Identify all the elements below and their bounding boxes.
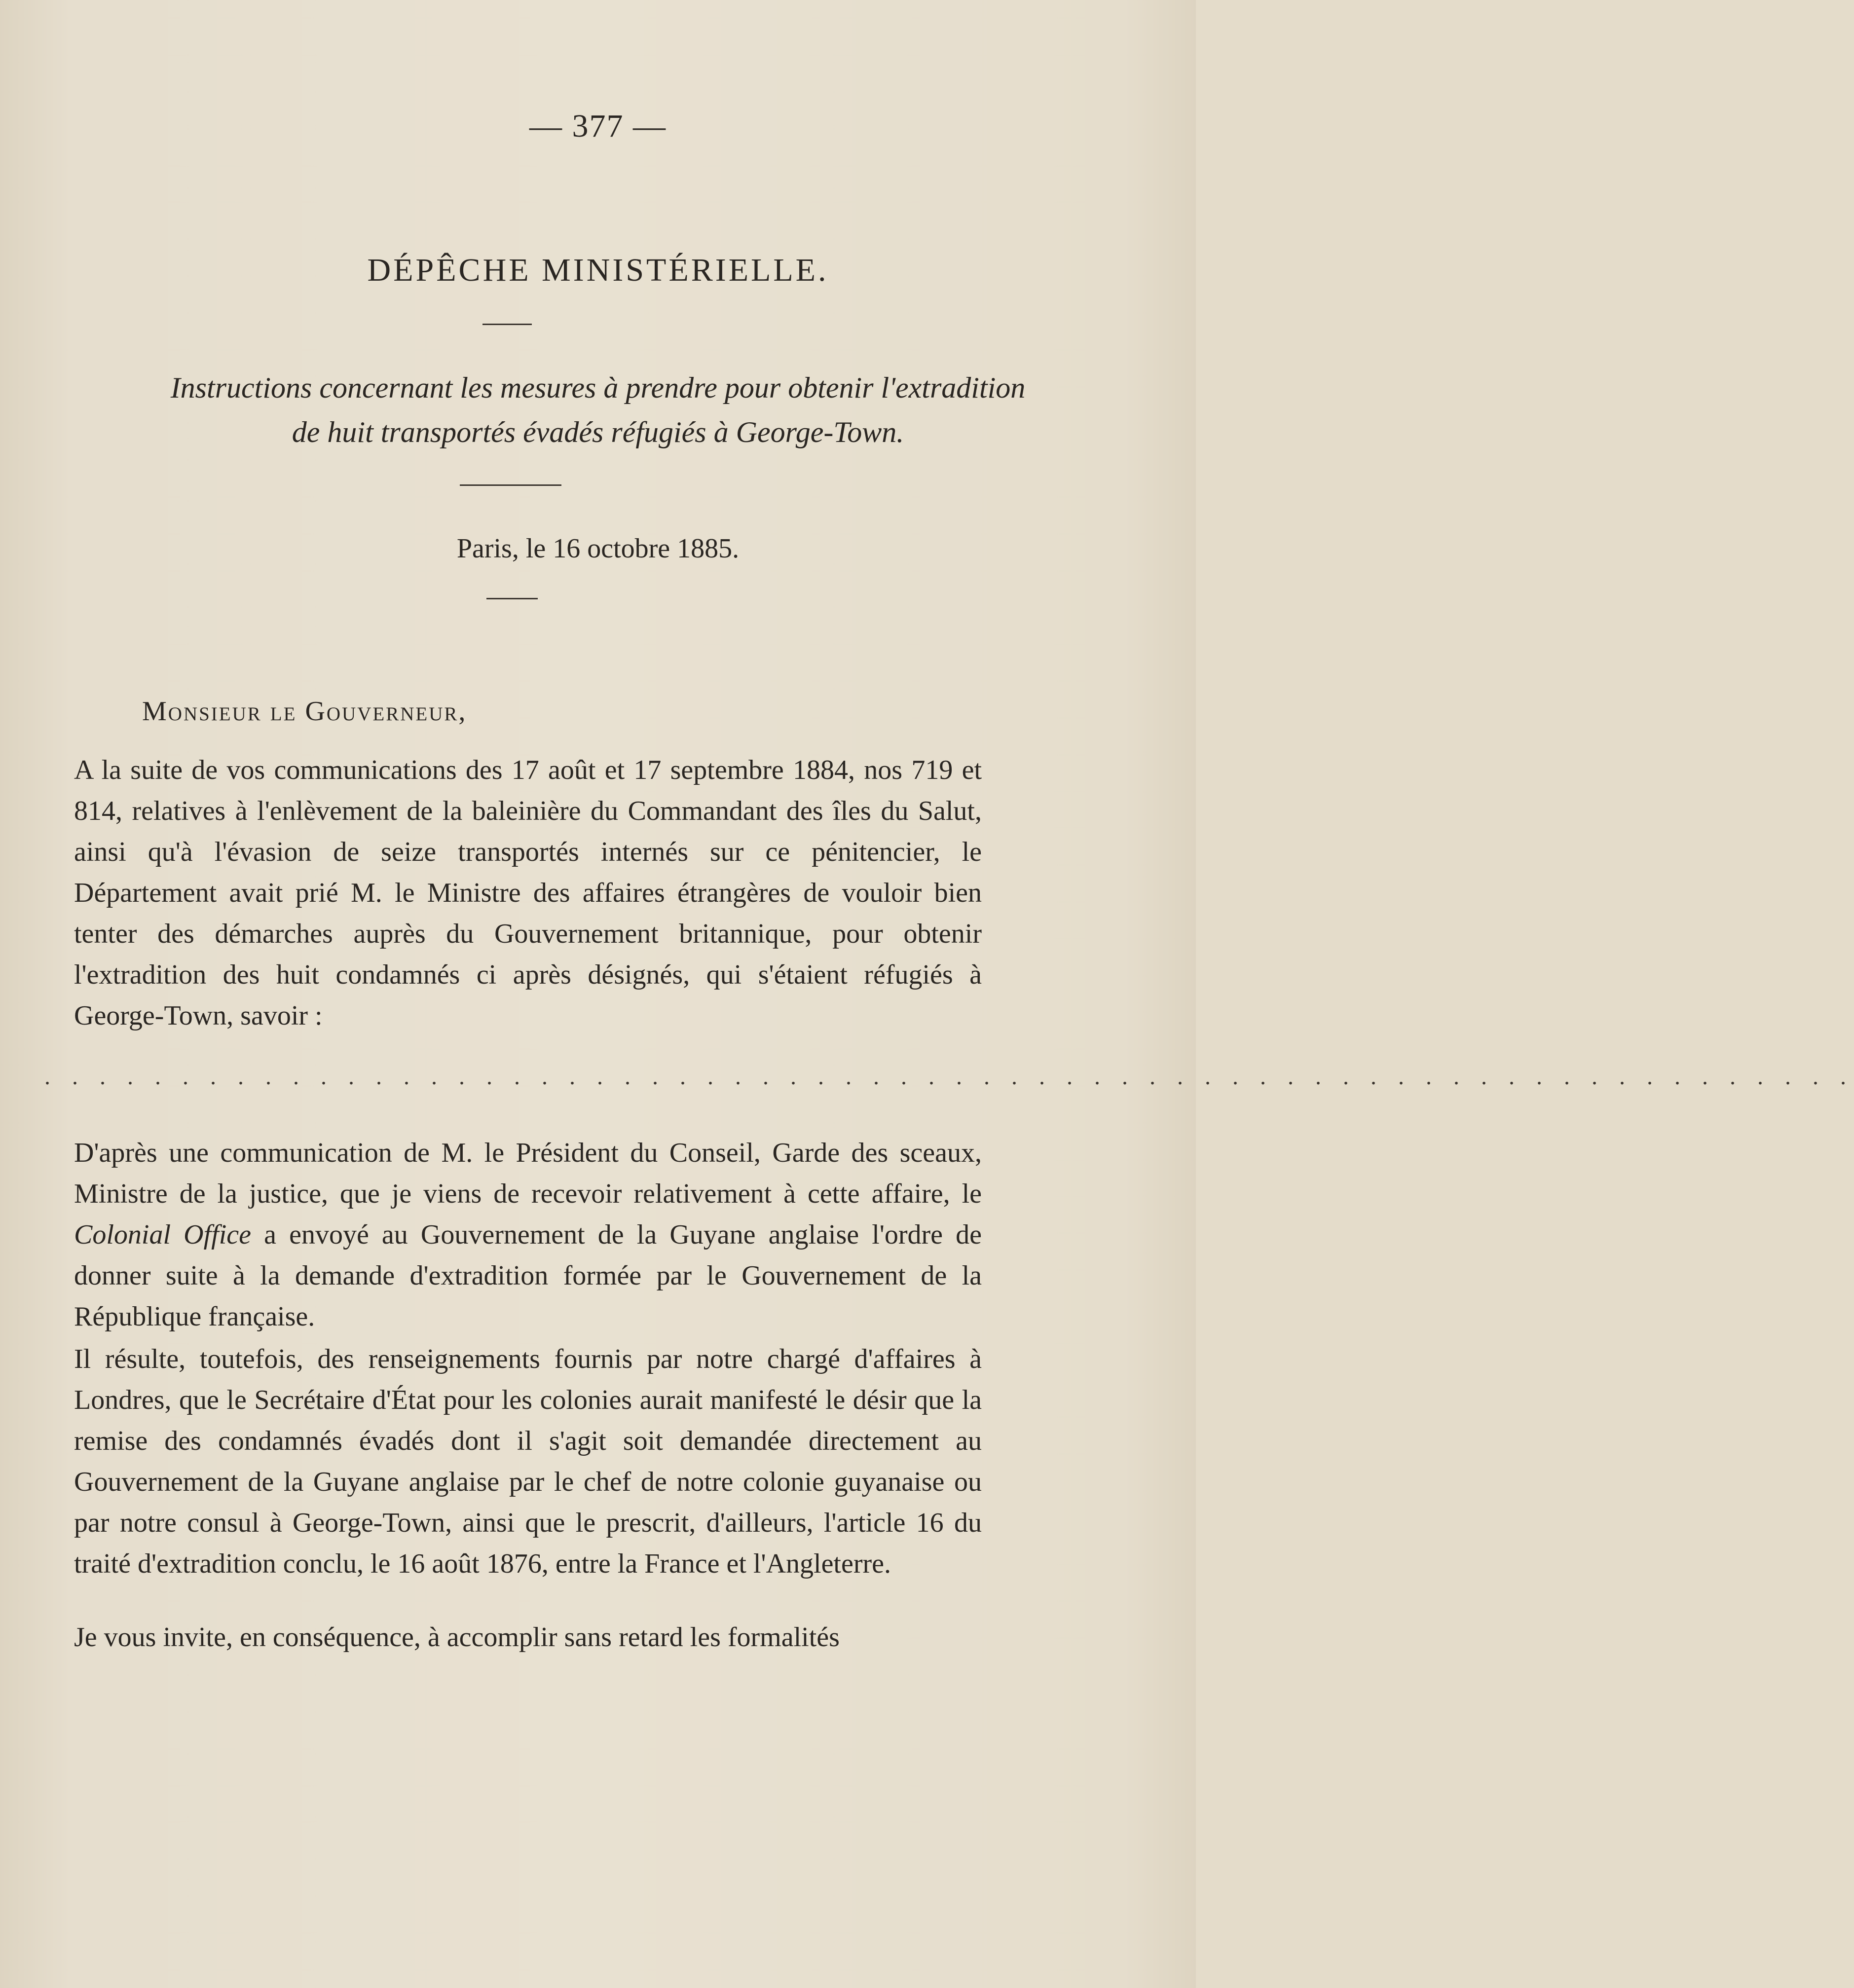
paragraph-1: A la suite de vos communications des 17 août et 17 septembre 1884, nos 719 et 814, relatives à l'enlèvement de la baleinière du Commandant des îles du Salut, ainsi qu'à l'évasion de seize transportés internés sur ce pénitencier, le Département avait prié M. le Ministre des affaires étrangères de vouloir bien tenter des démarches auprès du Gouvernement britannique, pour obtenir l'extradition des huit condamnés ci après désignés, qui s'étaient réfugiés à George-Town, savoir : <box>74 755 982 1031</box>
subtitle-line-2: de huit transportés évadés réfugiés à George-Town. <box>292 416 904 448</box>
paragraph-2 <box>74 1133 982 1337</box>
paragraph-3: Il résulte, toutefois, des renseignements fournis par notre chargé d'affaires à Londres, que le Secrétaire d'État pour les colonies aurait manifesté le désir que la remise des condamnés évadés dont il s'agit soit demandée directement au Gouvernement de la Guyane anglaise par le chef de notre colonie guyanaise ou par notre consul à George-Town, ainsi que le prescrit, d'ailleurs, l'article 16 du traité d'extradition conclu, le 16 août 1876, entre la France et l'Angleterre. <box>74 1344 982 1579</box>
subtitle-line-1: Instructions concernant les mesures à prendre pour obtenir l'extradition <box>170 371 1026 404</box>
paragraph-2-text-a: D'après une communication de M. le Président du Conseil, Garde des sceaux, Ministre de la justice, que je viens de recevoir relativement à cette affaire, le <box>74 1138 982 1209</box>
paragraph-4: Je vous invite, en conséquence, à accomplir sans retard les formalités <box>74 1622 840 1653</box>
paragraph-2-text-b: a envoyé au Gouvernement de la Guyane anglaise l'ordre de donner suite à la demande d'extradition formée par le Gouvernement de la République française. <box>74 1219 982 1332</box>
colonial-office-italic: Colonial Office <box>74 1219 251 1250</box>
dateline-rule <box>486 598 538 599</box>
document-heading: DÉPÊCHE MINISTÉRIELLE. <box>367 252 829 288</box>
subtitle-rule <box>460 484 561 486</box>
heading-rule <box>482 324 532 325</box>
salutation: Monsieur le Gouverneur, <box>142 696 467 727</box>
dateline: Paris, le 16 octobre 1885. <box>456 533 740 564</box>
ellipsis-line: . . . . . . . . . . . . . . . . . . . . . . . . . . . . . . . . . . . . . . . . . . . . . . . . . . . . . . . . . . . . . . . . . . <box>44 1064 1854 1090</box>
page-number: — 377 — <box>529 108 667 144</box>
